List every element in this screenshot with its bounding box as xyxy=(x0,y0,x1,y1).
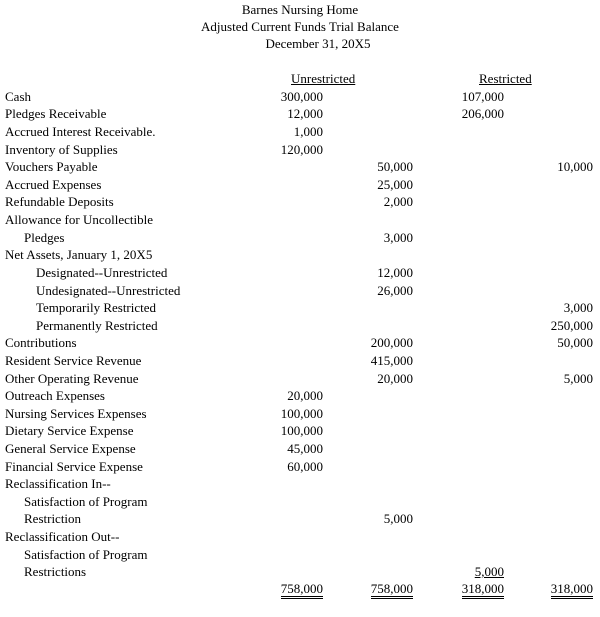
account-label: Reclassification Out-- xyxy=(5,529,120,544)
account-label: Vouchers Payable xyxy=(5,159,98,174)
account-label: Pledges xyxy=(24,230,65,245)
unrestricted-debit: 100,000 xyxy=(280,406,323,421)
unrestricted-credit: 20,000 xyxy=(377,371,413,386)
account-label: Allowance for Uncollectible xyxy=(5,212,153,227)
total-unrestricted-debit: 758,000 xyxy=(281,582,323,599)
unrestricted-debit: 300,000 xyxy=(280,89,323,104)
unrestricted-debit: 12,000 xyxy=(287,106,323,121)
table-row xyxy=(0,371,600,388)
unrestricted-debit: 120,000 xyxy=(280,142,323,157)
totals-row xyxy=(0,582,600,599)
unrestricted-credit: 50,000 xyxy=(377,159,413,174)
table-row xyxy=(0,106,600,123)
restricted-debit: 5,000 xyxy=(474,564,504,579)
unrestricted-credit: 12,000 xyxy=(377,265,413,280)
table-row xyxy=(0,89,600,106)
table-row xyxy=(0,247,600,264)
entity-name: Barnes Nursing Home xyxy=(241,2,359,17)
account-label: Contributions xyxy=(5,335,77,350)
table-row xyxy=(0,564,600,581)
account-label: Financial Service Expense xyxy=(5,459,143,474)
restricted-credit: 3,000 xyxy=(563,300,593,315)
table-row xyxy=(0,335,600,352)
table-row xyxy=(0,494,600,511)
table-row xyxy=(0,459,600,476)
account-label: Cash xyxy=(5,89,31,104)
account-label: Reclassification In-- xyxy=(5,476,111,491)
table-row xyxy=(0,283,600,300)
table-row xyxy=(0,177,600,194)
account-label: Designated--Unrestricted xyxy=(36,265,168,280)
unrestricted-credit: 26,000 xyxy=(377,283,413,298)
table-row xyxy=(0,406,600,423)
account-label: Temporarily Restricted xyxy=(36,300,157,315)
account-label: Satisfaction of Program xyxy=(24,547,148,562)
restricted-debit: 206,000 xyxy=(461,106,504,121)
unrestricted-debit: 45,000 xyxy=(287,441,323,456)
table-row xyxy=(0,511,600,528)
account-label: Refundable Deposits xyxy=(5,194,114,209)
table-row xyxy=(0,388,600,405)
restricted-debit: 107,000 xyxy=(461,89,504,104)
total-restricted-debit: 318,000 xyxy=(462,582,504,599)
unrestricted-credit: 2,000 xyxy=(383,194,413,209)
statement-date: December 31, 20X5 xyxy=(265,36,371,51)
table-row xyxy=(0,423,600,440)
account-label: General Service Expense xyxy=(5,441,136,456)
account-label: Accrued Interest Receivable. xyxy=(5,124,156,139)
table-row xyxy=(0,547,600,564)
unrestricted-credit: 415,000 xyxy=(370,353,413,368)
unrestricted-credit: 5,000 xyxy=(383,511,413,526)
account-label: Outreach Expenses xyxy=(5,388,105,403)
table-row xyxy=(0,300,600,317)
unrestricted-debit: 1,000 xyxy=(293,124,323,139)
table-row xyxy=(0,265,600,282)
account-label: Permanently Restricted xyxy=(36,318,158,333)
table-row xyxy=(0,124,600,141)
account-label: Satisfaction of Program xyxy=(24,494,148,509)
account-label: Nursing Services Expenses xyxy=(5,406,147,421)
unrestricted-debit: 20,000 xyxy=(287,388,323,403)
unrestricted-credit: 200,000 xyxy=(370,335,413,350)
restricted-credit: 10,000 xyxy=(557,159,593,174)
account-label: Restrictions xyxy=(24,564,87,579)
restricted-credit: 50,000 xyxy=(557,335,593,350)
unrestricted-credit: 25,000 xyxy=(377,177,413,192)
unrestricted-debit: 60,000 xyxy=(287,459,323,474)
account-label: Pledges Receivable xyxy=(5,106,107,121)
column-header-restricted: Restricted xyxy=(479,71,532,86)
account-label: Undesignated--Unrestricted xyxy=(36,283,181,298)
table-row xyxy=(0,212,600,229)
table-row xyxy=(0,353,600,370)
unrestricted-debit: 100,000 xyxy=(280,423,323,438)
account-label: Net Assets, January 1, 20X5 xyxy=(5,247,153,262)
account-label: Other Operating Revenue xyxy=(5,371,139,386)
total-restricted-credit: 318,000 xyxy=(551,582,593,599)
table-row xyxy=(0,476,600,493)
table-row xyxy=(0,441,600,458)
restricted-credit: 250,000 xyxy=(550,318,593,333)
table-row xyxy=(0,142,600,159)
restricted-credit: 5,000 xyxy=(563,371,593,386)
column-header-unrestricted: Unrestricted xyxy=(291,71,356,86)
table-row xyxy=(0,159,600,176)
table-row xyxy=(0,318,600,335)
account-label: Inventory of Supplies xyxy=(5,142,118,157)
table-row xyxy=(0,529,600,546)
table-row xyxy=(0,230,600,247)
statement-title: Adjusted Current Funds Trial Balance xyxy=(201,19,399,34)
total-unrestricted-credit: 758,000 xyxy=(371,582,413,599)
table-row xyxy=(0,194,600,211)
account-label: Dietary Service Expense xyxy=(5,423,134,438)
account-label: Accrued Expenses xyxy=(5,177,102,192)
account-label: Resident Service Revenue xyxy=(5,353,142,368)
account-label: Restriction xyxy=(24,511,82,526)
unrestricted-credit: 3,000 xyxy=(383,230,413,245)
